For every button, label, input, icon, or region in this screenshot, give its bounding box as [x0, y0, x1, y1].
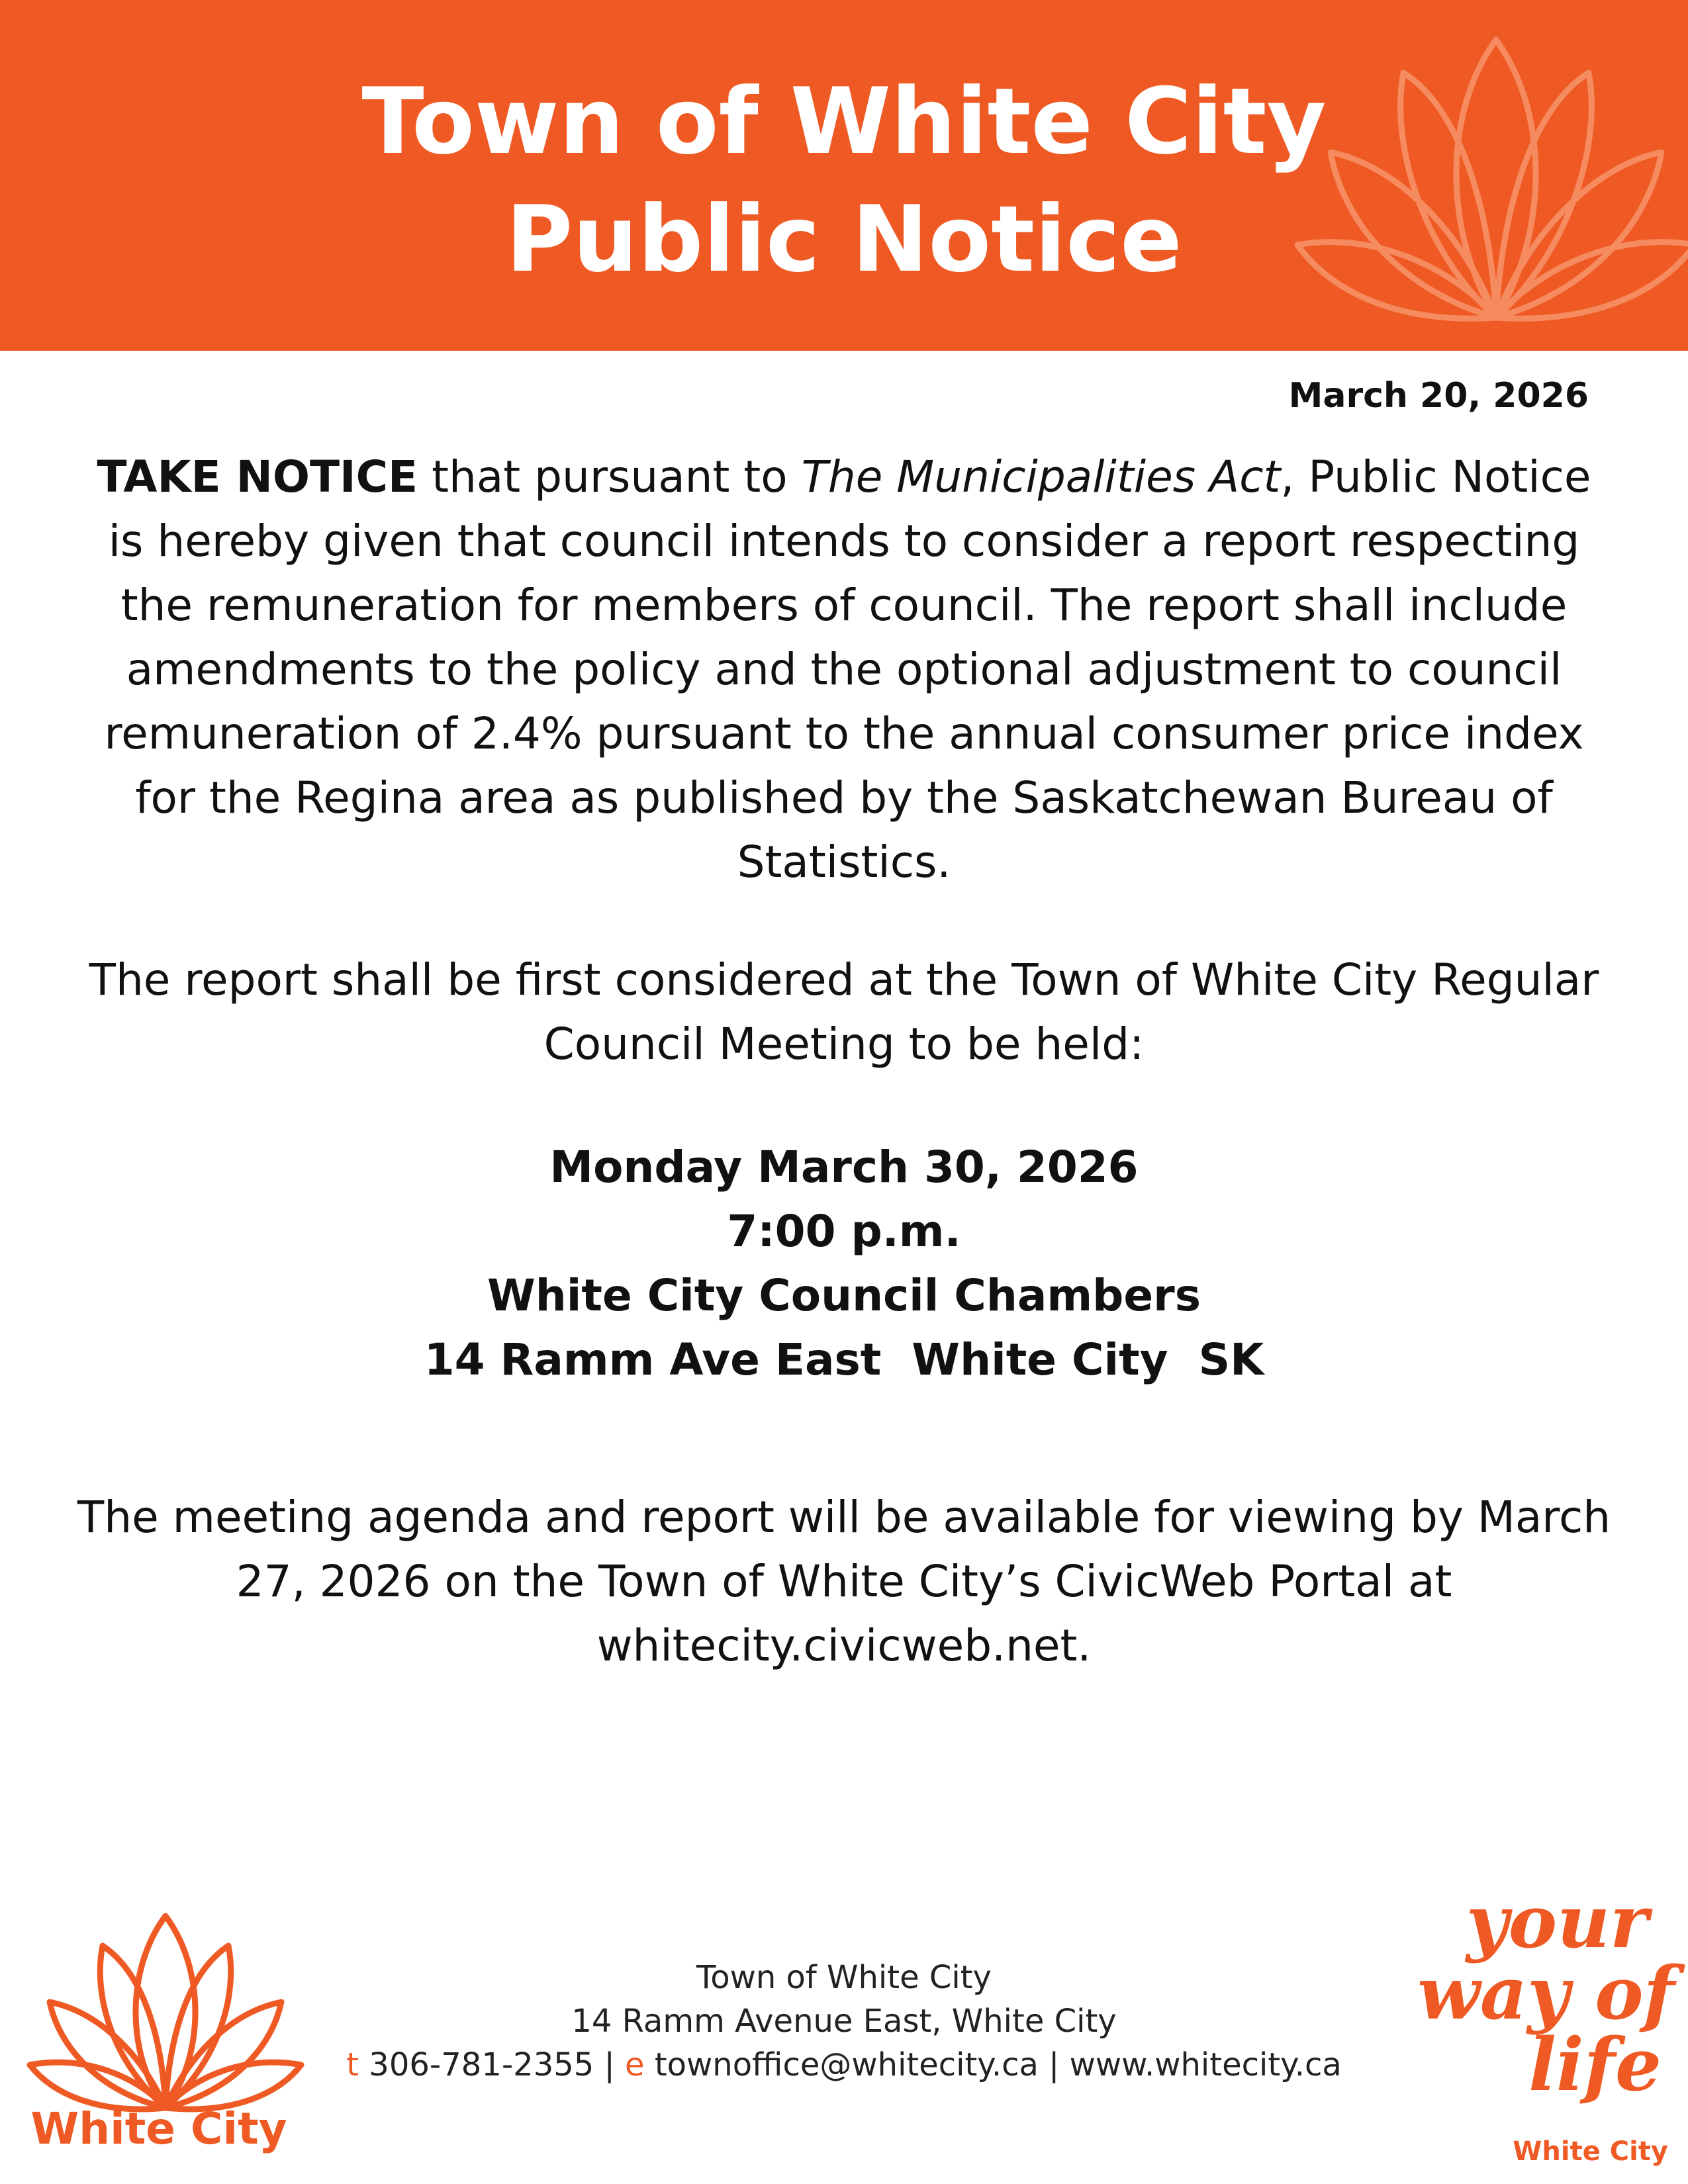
intro-text-1: that pursuant to — [418, 451, 802, 502]
tagline-line-1: your — [1466, 1879, 1648, 1964]
email-and-website[interactable]: townoffice@whitecity.ca | www.whitecity.ca — [644, 2046, 1342, 2083]
title-line-2: Public Notice — [506, 186, 1182, 293]
footer-contact-line — [252, 2043, 1436, 2087]
footer-contact — [252, 1956, 1436, 2087]
meeting-address: 14 Ramm Ave East White City SK — [424, 1334, 1264, 1385]
act-name: The Municipalities Act — [801, 451, 1281, 502]
phone-number[interactable]: 306-781-2355 | — [359, 2046, 626, 2083]
notice-paragraph-intro — [73, 445, 1615, 894]
tagline — [1383, 1879, 1675, 2107]
intro-text-2: , Public Notice is hereby given that council intends to consider a report respecting the remuneration for members of council. The report shall include amendments to the policy and the optional adjustment to council remuneration of 2.4% pursuant to the annual consumer price index for the Regina area as published by the Saskatchewan Bureau of Statistics. — [104, 451, 1591, 887]
availability-paragraph: The meeting agenda and report will be available for viewing by March 27, 2026 on the Town of White City’s CivicWeb Portal at whitecity.civicweb.net. — [77, 1492, 1611, 1671]
title-line-1: Town of White City — [361, 68, 1327, 175]
email-label: e — [625, 2046, 645, 2083]
footer-org-name: Town of White City — [696, 1959, 992, 1996]
meeting-details — [73, 1135, 1615, 1392]
meeting-time: 7:00 p.m. — [727, 1206, 961, 1257]
tagline-line-3: life — [1528, 2022, 1662, 2107]
phone-label: t — [346, 2046, 359, 2083]
lotus-icon — [1291, 13, 1688, 351]
meeting-day: Monday March 30, 2026 — [549, 1142, 1139, 1193]
footer-logo-text: White City — [30, 2103, 287, 2154]
take-notice-label: TAKE NOTICE — [97, 451, 418, 502]
notice-date: March 20, 2026 — [1288, 376, 1589, 416]
tagline-line-2: way of — [1417, 1950, 1675, 2036]
header-banner — [0, 0, 1688, 351]
meeting-venue: White City Council Chambers — [487, 1270, 1201, 1321]
footer-address: 14 Ramm Avenue East, White City — [571, 2003, 1117, 2040]
tagline-brand: White City — [1513, 2136, 1668, 2167]
meeting-intro-paragraph: The report shall be first considered at the Town of White City Regular Council Meeting to be held: — [89, 954, 1599, 1069]
